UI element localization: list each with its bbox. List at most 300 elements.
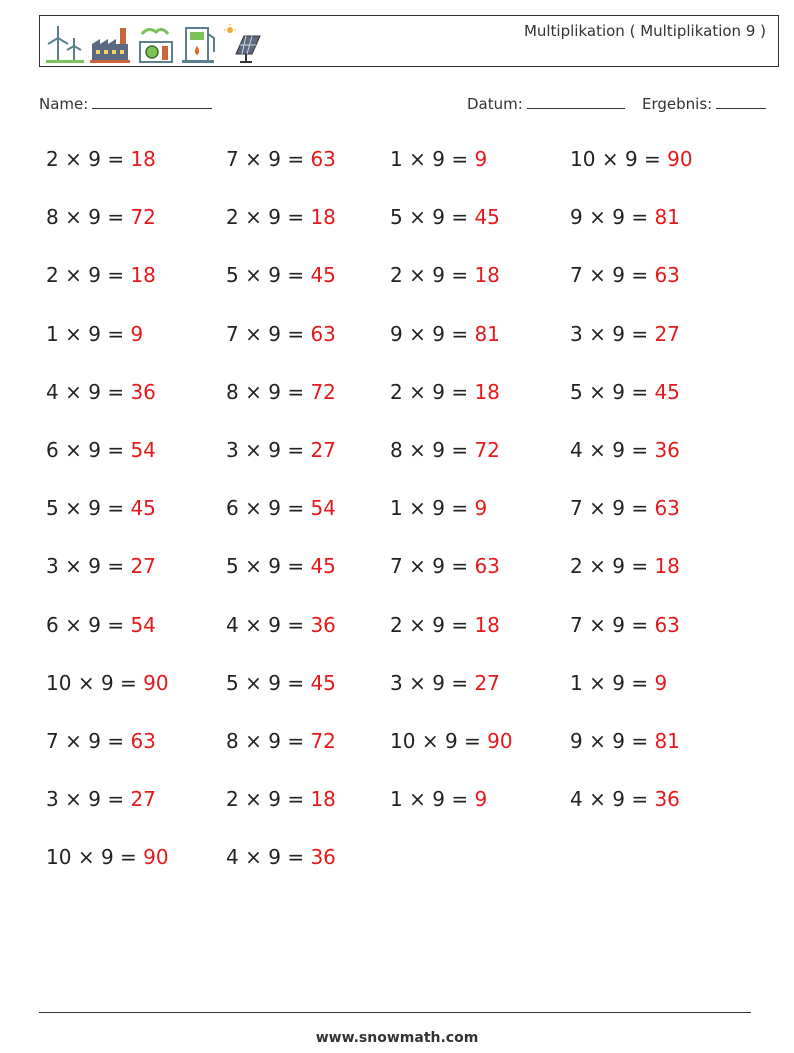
times-sign: × <box>245 379 262 404</box>
problem-item <box>390 613 500 637</box>
factor-a: 7 <box>226 321 239 346</box>
factor-b: 9 <box>88 612 101 637</box>
factor-b: 9 <box>88 787 101 812</box>
problem-item <box>570 729 680 753</box>
times-sign: × <box>65 554 82 579</box>
times-sign: × <box>77 845 95 870</box>
equals-sign: = <box>287 845 305 870</box>
answer: 36 <box>310 612 336 637</box>
factor-a: 8 <box>226 729 239 753</box>
problem-item <box>390 147 487 171</box>
answer: 18 <box>130 263 156 288</box>
answer: 54 <box>130 612 156 637</box>
times-sign: × <box>65 205 82 230</box>
problem-item <box>570 438 680 462</box>
times-sign: × <box>601 147 619 171</box>
answer: 18 <box>474 263 500 288</box>
worksheet-title: Multiplikation ( Multiplikation 9 ) <box>523 22 766 40</box>
answer: 36 <box>654 438 680 462</box>
footer-url[interactable]: www.snowmath.com <box>315 1030 479 1046</box>
score-blank-line[interactable] <box>716 94 766 109</box>
equals-sign: = <box>631 496 649 521</box>
equals-sign: = <box>631 321 649 346</box>
answer: 90 <box>667 147 693 171</box>
factor-b: 9 <box>432 438 445 462</box>
factor-a: 9 <box>390 321 403 346</box>
factor-b: 9 <box>432 554 445 579</box>
factor-b: 9 <box>432 147 445 171</box>
equals-sign: = <box>631 612 649 637</box>
times-sign: × <box>409 787 426 812</box>
equals-sign: = <box>107 612 125 637</box>
times-sign: × <box>589 554 606 579</box>
factor-b: 9 <box>612 321 625 346</box>
equals-sign: = <box>451 263 469 288</box>
times-sign: × <box>65 147 82 171</box>
factor-b: 9 <box>612 205 625 230</box>
factor-a: 4 <box>570 438 583 462</box>
factor-a: 7 <box>570 263 583 288</box>
times-sign: × <box>245 729 262 753</box>
problem-item <box>570 671 667 695</box>
date-label: Datum: <box>467 95 523 113</box>
problem-item <box>226 613 336 637</box>
factor-b: 9 <box>612 554 625 579</box>
factor-a: 6 <box>46 438 59 462</box>
times-sign: × <box>589 205 606 230</box>
date-field[interactable] <box>467 94 625 113</box>
equals-sign: = <box>107 263 125 288</box>
factor-b: 9 <box>88 438 101 462</box>
factor-a: 2 <box>390 379 403 404</box>
problem-item <box>226 322 336 346</box>
name-field[interactable] <box>39 94 212 113</box>
factor-b: 9 <box>612 612 625 637</box>
worksheet-header <box>39 15 779 67</box>
factor-b: 9 <box>88 379 101 404</box>
equals-sign: = <box>451 496 469 521</box>
answer: 63 <box>654 612 680 637</box>
factor-a: 7 <box>570 496 583 521</box>
equals-sign: = <box>451 438 469 462</box>
times-sign: × <box>65 787 82 812</box>
times-sign: × <box>589 321 606 346</box>
factor-b: 9 <box>612 379 625 404</box>
answer: 45 <box>310 263 336 288</box>
answer: 72 <box>130 205 156 230</box>
times-sign: × <box>245 787 262 812</box>
factor-a: 2 <box>46 263 59 288</box>
times-sign: × <box>245 670 262 695</box>
problem-item <box>570 554 680 578</box>
factor-a: 3 <box>46 554 59 579</box>
factor-a: 4 <box>226 612 239 637</box>
answer: 54 <box>130 438 156 462</box>
factor-b: 9 <box>100 845 114 870</box>
problem-item <box>46 496 156 520</box>
factor-b: 9 <box>612 787 625 812</box>
equals-sign: = <box>631 554 649 579</box>
factor-a: 6 <box>46 612 59 637</box>
times-sign: × <box>589 496 606 521</box>
problem-item <box>390 496 487 520</box>
factor-a: 8 <box>226 379 239 404</box>
factor-b: 9 <box>612 729 625 753</box>
factor-b: 9 <box>88 554 101 579</box>
factor-a: 6 <box>226 496 239 521</box>
problem-item <box>570 613 680 637</box>
answer: 90 <box>143 670 169 695</box>
equals-sign: = <box>287 787 305 812</box>
factor-a: 8 <box>390 438 403 462</box>
factor-a: 7 <box>390 554 403 579</box>
answer: 27 <box>130 787 156 812</box>
factor-b: 9 <box>612 496 625 521</box>
factor-b: 9 <box>88 263 101 288</box>
factor-a: 3 <box>390 670 403 695</box>
answer: 18 <box>310 787 336 812</box>
factor-a: 5 <box>226 554 239 579</box>
factor-b: 9 <box>432 496 445 521</box>
answer: 9 <box>474 787 488 812</box>
fuel-pump-icon <box>182 24 218 64</box>
factor-a: 5 <box>46 496 59 521</box>
factor-b: 9 <box>268 438 281 462</box>
factor-a: 1 <box>570 670 583 695</box>
name-label: Name: <box>39 95 89 113</box>
problem-item <box>46 205 156 229</box>
equals-sign: = <box>107 729 125 753</box>
problem-item <box>570 787 680 811</box>
times-sign: × <box>77 670 95 695</box>
times-sign: × <box>589 729 606 753</box>
equals-sign: = <box>287 147 305 171</box>
times-sign: × <box>409 263 426 288</box>
answer: 45 <box>474 205 500 230</box>
problem-item <box>226 147 336 171</box>
factor-a: 1 <box>390 787 403 812</box>
answer: 18 <box>474 612 500 637</box>
footer-divider <box>39 1012 751 1013</box>
times-sign: × <box>245 438 262 462</box>
problem-item <box>570 322 680 346</box>
answer: 9 <box>474 147 488 171</box>
factor-a: 5 <box>570 379 583 404</box>
power-plant-icon <box>136 24 176 64</box>
problem-item <box>570 147 693 171</box>
times-sign: × <box>245 321 262 346</box>
answer: 27 <box>310 438 336 462</box>
problem-item <box>46 147 156 171</box>
equals-sign: = <box>451 321 469 346</box>
equals-sign: = <box>107 205 125 230</box>
problem-item <box>226 845 336 869</box>
factor-a: 5 <box>226 263 239 288</box>
answer: 90 <box>143 845 169 870</box>
answer: 45 <box>654 379 680 404</box>
problem-item <box>226 671 336 695</box>
equals-sign: = <box>451 612 469 637</box>
equals-sign: = <box>451 787 469 812</box>
factor-a: 7 <box>226 147 239 171</box>
equals-sign: = <box>107 554 125 579</box>
factor-b: 9 <box>612 438 625 462</box>
times-sign: × <box>65 379 82 404</box>
answer: 54 <box>310 496 336 521</box>
problem-item <box>390 322 500 346</box>
factor-a: 2 <box>226 787 239 812</box>
factor-a: 3 <box>226 438 239 462</box>
problem-item <box>226 263 336 287</box>
answer: 45 <box>310 554 336 579</box>
factory-icon <box>90 24 130 64</box>
answer: 9 <box>654 670 668 695</box>
factor-b: 9 <box>268 496 281 521</box>
factor-a: 2 <box>390 612 403 637</box>
factor-b: 9 <box>88 729 101 753</box>
answer: 18 <box>130 147 156 171</box>
equals-sign: = <box>287 554 305 579</box>
factor-a: 4 <box>570 787 583 812</box>
equals-sign: = <box>107 787 125 812</box>
problem-item <box>46 671 169 695</box>
answer: 63 <box>474 554 500 579</box>
times-sign: × <box>245 554 262 579</box>
factor-b: 9 <box>432 670 445 695</box>
factor-b: 9 <box>432 321 445 346</box>
equals-sign: = <box>631 787 649 812</box>
times-sign: × <box>409 670 426 695</box>
factor-b: 9 <box>268 729 281 753</box>
equals-sign: = <box>451 147 469 171</box>
answer: 90 <box>487 729 513 753</box>
problem-item <box>46 729 156 753</box>
factor-a: 3 <box>570 321 583 346</box>
factor-b: 9 <box>432 263 445 288</box>
factor-b: 9 <box>268 612 281 637</box>
factor-b: 9 <box>612 263 625 288</box>
factor-b: 9 <box>268 845 281 870</box>
answer: 45 <box>310 670 336 695</box>
factor-a: 2 <box>226 205 239 230</box>
times-sign: × <box>421 729 439 753</box>
equals-sign: = <box>107 379 125 404</box>
problem-item <box>390 554 500 578</box>
problem-item <box>226 438 336 462</box>
factor-a: 1 <box>46 321 59 346</box>
factor-a: 2 <box>570 554 583 579</box>
times-sign: × <box>245 147 262 171</box>
equals-sign: = <box>107 496 125 521</box>
times-sign: × <box>65 263 82 288</box>
factor-a: 5 <box>390 205 403 230</box>
equals-sign: = <box>287 729 305 753</box>
problem-item <box>390 263 500 287</box>
problem-item <box>390 380 500 404</box>
date-blank-line[interactable] <box>527 94 625 109</box>
equals-sign: = <box>451 205 469 230</box>
times-sign: × <box>409 612 426 637</box>
factor-b: 9 <box>432 205 445 230</box>
equals-sign: = <box>120 670 137 695</box>
factor-b: 9 <box>612 670 625 695</box>
answer: 81 <box>474 321 500 346</box>
answer: 72 <box>310 729 336 753</box>
problem-item <box>390 787 487 811</box>
times-sign: × <box>589 438 606 462</box>
answer: 63 <box>654 263 680 288</box>
problem-item <box>226 787 336 811</box>
equals-sign: = <box>287 379 305 404</box>
factor-b: 9 <box>268 670 281 695</box>
times-sign: × <box>245 612 262 637</box>
equals-sign: = <box>631 379 649 404</box>
problem-item <box>390 205 500 229</box>
answer: 36 <box>130 379 156 404</box>
factor-a: 9 <box>570 205 583 230</box>
equals-sign: = <box>631 729 649 753</box>
times-sign: × <box>245 205 262 230</box>
answer: 27 <box>474 670 500 695</box>
answer: 18 <box>310 205 336 230</box>
equals-sign: = <box>631 670 649 695</box>
times-sign: × <box>409 321 426 346</box>
factor-a: 10 <box>46 845 72 870</box>
equals-sign: = <box>287 321 305 346</box>
answer: 81 <box>654 729 680 753</box>
answer: 63 <box>654 496 680 521</box>
factor-b: 9 <box>624 147 638 171</box>
factor-a: 8 <box>46 205 59 230</box>
problem-item <box>570 380 680 404</box>
header-icons <box>46 20 262 64</box>
score-label: Ergebnis: <box>642 95 713 113</box>
factor-b: 9 <box>88 147 101 171</box>
factor-b: 9 <box>268 321 281 346</box>
problem-item <box>226 554 336 578</box>
factor-a: 3 <box>46 787 59 812</box>
equals-sign: = <box>451 379 469 404</box>
problem-item <box>46 263 156 287</box>
times-sign: × <box>589 263 606 288</box>
factor-a: 1 <box>390 496 403 521</box>
factor-a: 2 <box>390 263 403 288</box>
answer: 72 <box>310 379 336 404</box>
answer: 63 <box>310 321 336 346</box>
equals-sign: = <box>287 496 305 521</box>
equals-sign: = <box>120 845 137 870</box>
problem-item <box>570 205 680 229</box>
equals-sign: = <box>107 147 125 171</box>
factor-b: 9 <box>88 496 101 521</box>
factor-a: 4 <box>46 379 59 404</box>
factor-b: 9 <box>268 379 281 404</box>
problem-item <box>46 613 156 637</box>
answer: 9 <box>474 496 488 521</box>
factor-b: 9 <box>432 612 445 637</box>
answer: 63 <box>310 147 336 171</box>
times-sign: × <box>245 263 262 288</box>
times-sign: × <box>65 496 82 521</box>
times-sign: × <box>589 379 606 404</box>
equals-sign: = <box>464 729 481 753</box>
answer: 72 <box>474 438 500 462</box>
factor-b: 9 <box>432 379 445 404</box>
factor-a: 4 <box>226 845 239 870</box>
times-sign: × <box>409 379 426 404</box>
answer: 45 <box>130 496 156 521</box>
answer: 27 <box>654 321 680 346</box>
factor-b: 9 <box>444 729 458 753</box>
answer: 36 <box>654 787 680 812</box>
times-sign: × <box>589 670 606 695</box>
equals-sign: = <box>644 147 661 171</box>
times-sign: × <box>409 147 426 171</box>
answer: 36 <box>310 845 336 870</box>
problem-item <box>46 845 169 869</box>
factor-a: 7 <box>46 729 59 753</box>
factor-b: 9 <box>268 554 281 579</box>
times-sign: × <box>65 612 82 637</box>
factor-a: 10 <box>570 147 596 171</box>
problem-item <box>46 380 156 404</box>
factor-a: 9 <box>570 729 583 753</box>
answer: 18 <box>474 379 500 404</box>
factor-b: 9 <box>88 321 101 346</box>
equals-sign: = <box>631 205 649 230</box>
equals-sign: = <box>287 438 305 462</box>
times-sign: × <box>589 612 606 637</box>
answer: 18 <box>654 554 680 579</box>
factor-b: 9 <box>100 670 114 695</box>
equals-sign: = <box>287 670 305 695</box>
factor-b: 9 <box>88 205 101 230</box>
problem-item <box>46 787 156 811</box>
answer: 63 <box>130 729 156 753</box>
factor-a: 10 <box>390 729 416 753</box>
factor-a: 1 <box>390 147 403 171</box>
name-blank-line[interactable] <box>92 94 212 109</box>
score-field[interactable] <box>642 94 766 113</box>
factor-a: 5 <box>226 670 239 695</box>
factor-b: 9 <box>268 787 281 812</box>
equals-sign: = <box>287 612 305 637</box>
problem-item <box>46 554 156 578</box>
answer: 81 <box>654 205 680 230</box>
problem-item <box>226 380 336 404</box>
problem-item <box>390 438 500 462</box>
problem-item <box>570 496 680 520</box>
problem-item <box>390 671 500 695</box>
times-sign: × <box>409 438 426 462</box>
times-sign: × <box>409 554 426 579</box>
problem-item <box>390 729 513 753</box>
problem-item <box>570 263 680 287</box>
equals-sign: = <box>451 554 469 579</box>
equals-sign: = <box>107 438 125 462</box>
times-sign: × <box>409 205 426 230</box>
answer: 9 <box>130 321 144 346</box>
answer: 27 <box>130 554 156 579</box>
equals-sign: = <box>631 438 649 462</box>
problem-item <box>226 729 336 753</box>
factor-b: 9 <box>432 787 445 812</box>
factor-b: 9 <box>268 205 281 230</box>
times-sign: × <box>409 496 426 521</box>
solar-panel-icon <box>224 24 262 64</box>
equals-sign: = <box>107 321 125 346</box>
times-sign: × <box>245 496 262 521</box>
